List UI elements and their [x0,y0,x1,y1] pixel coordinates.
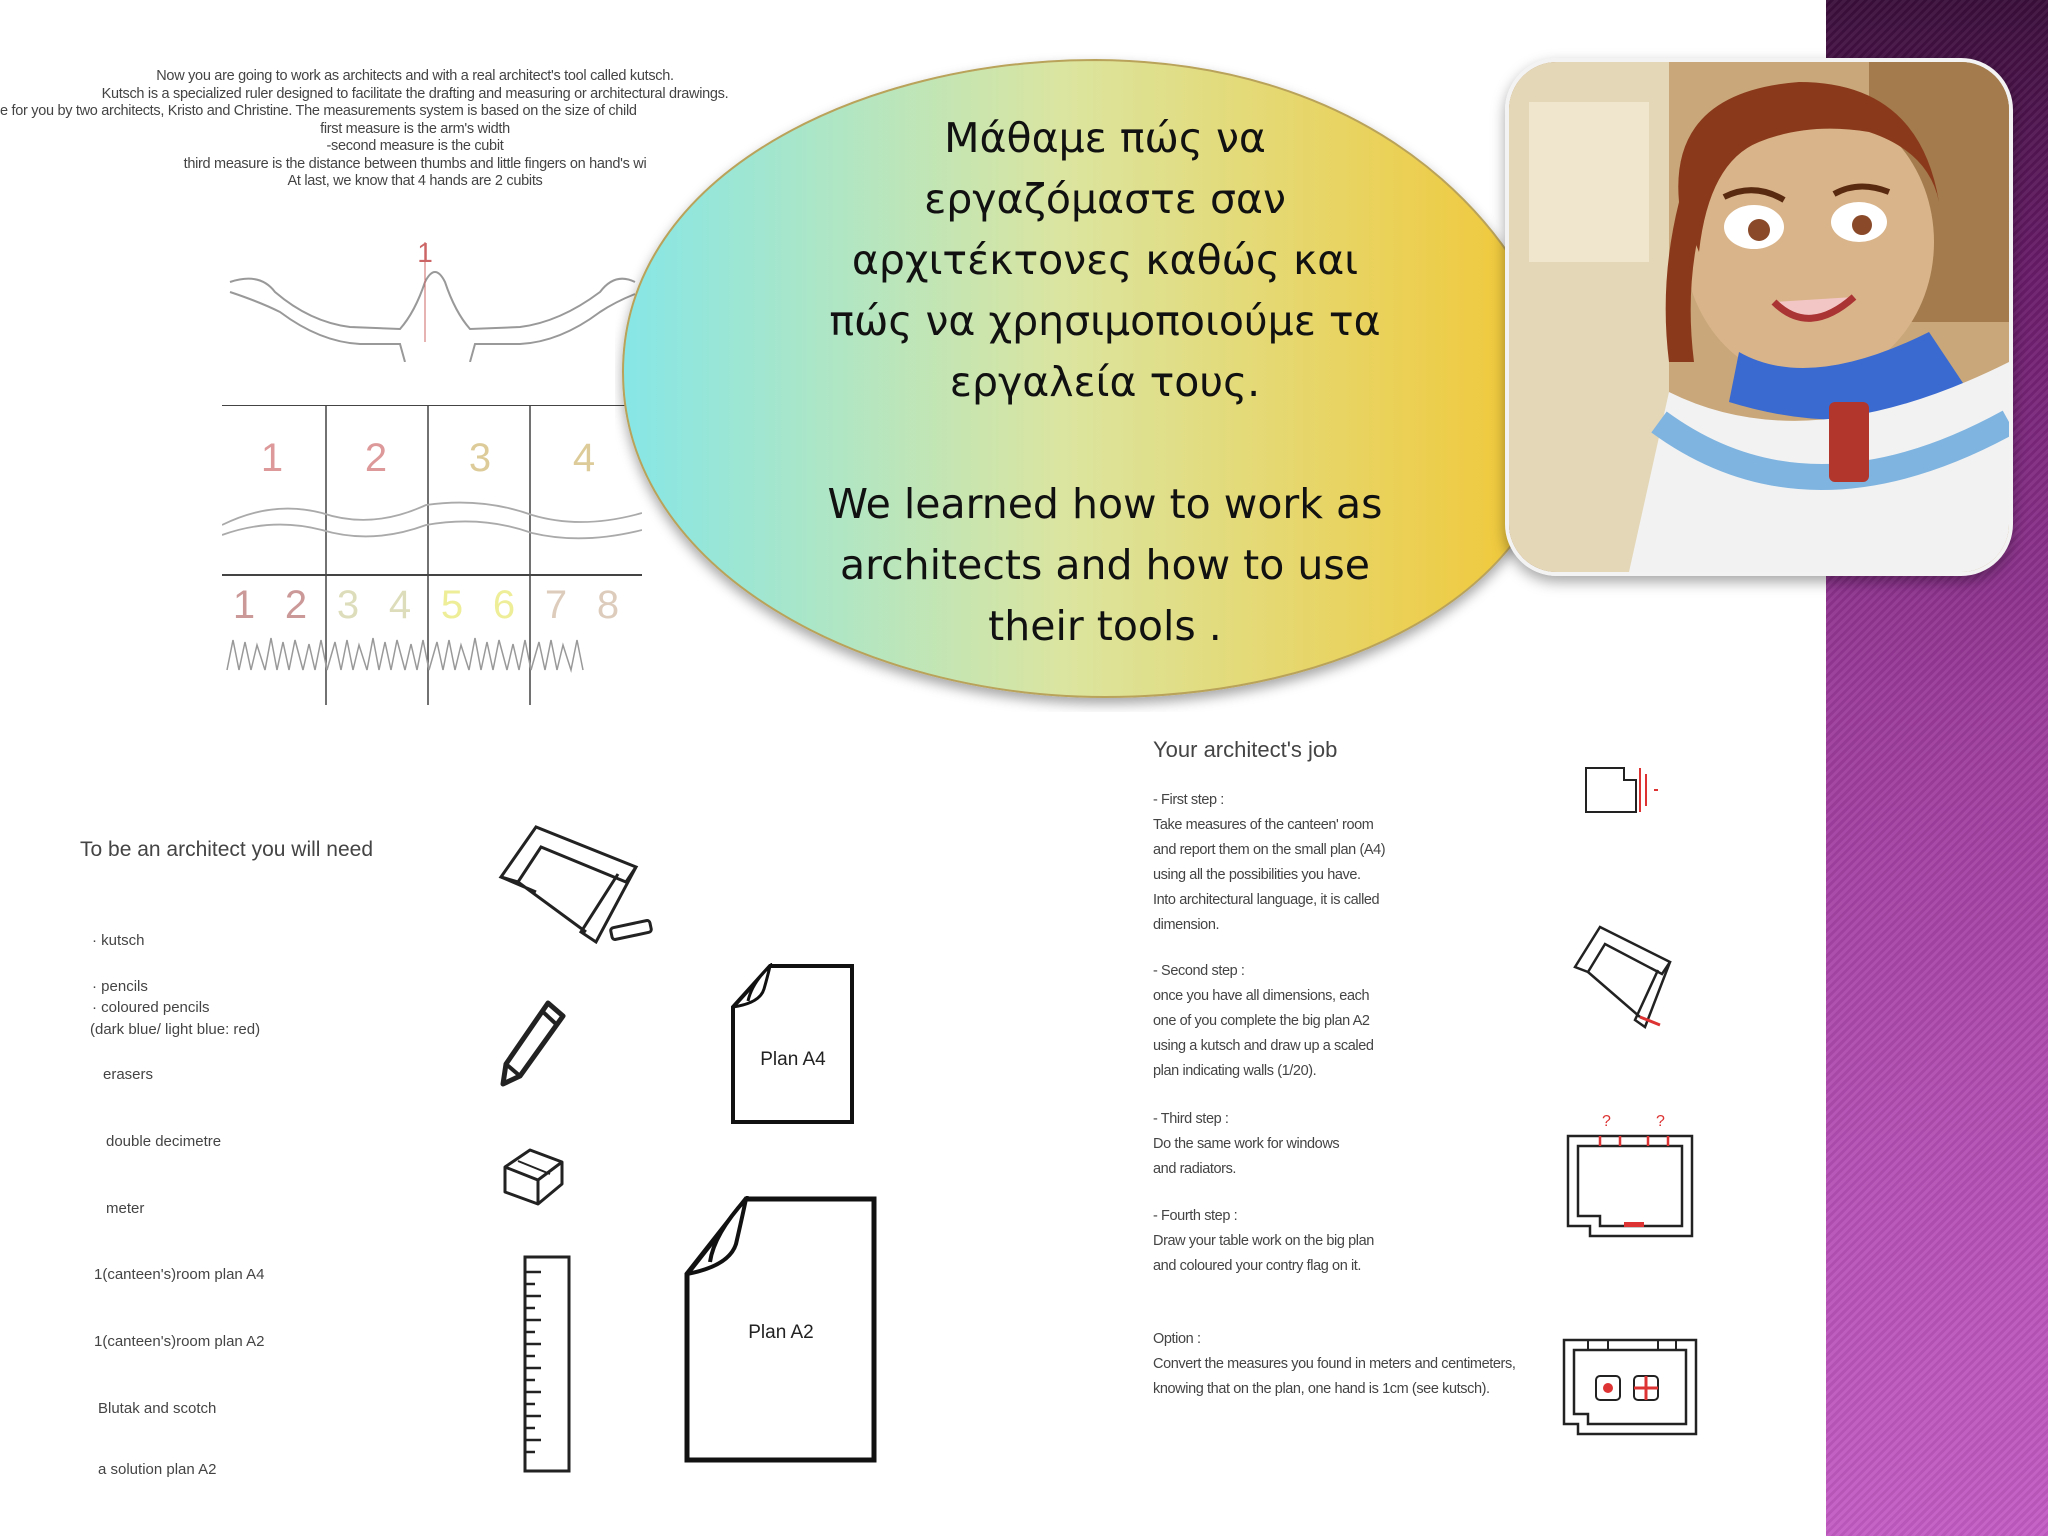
need-title: To be an architect you will need [80,838,374,861]
intro-line: -second measure is the cubit [326,138,504,154]
bubble-english-line: We learned how to work as [827,480,1383,528]
job-line: using all the possibilities you have. [1153,867,1361,883]
bubble-english-line: architects and how to use [840,541,1370,589]
room-measure-sketch [1580,760,1670,820]
need-item: Blutak and scotch [98,1400,217,1417]
doll-photo [1505,58,2013,576]
hand-number: 1 [232,583,256,627]
intro-line: Now you are going to work as architects and with a real architect's tool called kutsch. [156,68,674,84]
hand-number: 7 [544,583,568,627]
need-item: meter [106,1200,145,1217]
plan-a4-label: Plan A4 [760,1049,826,1070]
cubit-number: 1 [260,436,284,480]
eraser-icon [500,1142,570,1212]
arm-number: 1 [417,237,433,268]
bubble-english-line: their tools . [988,602,1222,650]
intro-line: first measure is the arm's width [320,120,510,137]
job-line: Option : [1153,1331,1201,1347]
sketch-mark: ? [1656,1113,1665,1130]
need-item: double decimetre [106,1133,222,1150]
intro-line: Kutsch is a specialized ruler designed to facilitate the drafting and measuring or architectural drawings. [101,85,729,102]
job-line: Draw your table work on the big plan [1153,1233,1374,1249]
need-item: a solution plan A2 [98,1461,217,1478]
intro-line: e for you by two architects, Kristo and Christine. The measurements system is based on the size of child [0,103,637,119]
kutsch-sketch [1570,922,1690,1042]
need-item: 1(canteen's)room plan A4 [94,1266,265,1283]
job-line: using a kutsch and draw up a scaled [1153,1038,1374,1054]
hand-number: 5 [440,583,464,627]
cubit-number: 2 [364,436,388,480]
job-line: once you have all dimensions, each [1153,988,1370,1004]
intro-line: third measure is the distance between thumbs and little fingers on hand's wi [183,155,647,172]
bubble-greek-line: πώς να χρησιμοποιούμε τα [829,297,1381,345]
job-line: and radiators. [1153,1161,1237,1177]
table-flags-sketch [1558,1334,1702,1444]
need-item: 1(canteen's)room plan A2 [94,1333,265,1350]
need-item: · coloured pencils [92,999,210,1016]
job-line: and report them on the small plan (A4) [1153,842,1386,858]
ruler-icon [522,1254,572,1474]
plan-a2-icon [684,1196,878,1464]
hand-number: 8 [596,583,620,627]
hand-number: 4 [388,583,412,627]
job-line: plan indicating walls (1/20). [1153,1063,1317,1079]
bubble-greek-line: εργαζόμαστε σαν [924,175,1286,223]
hand-number: 6 [492,583,516,627]
bubble-text [720,108,1490,657]
job-line: - Second step : [1153,963,1245,979]
need-item: erasers [103,1066,154,1083]
bubble-greek-line: εργαλεία τους. [949,358,1261,406]
cubit-number: 4 [572,436,596,480]
pencil-icon [498,998,568,1088]
job-line: Convert the measures you found in meters and centimeters, [1153,1356,1516,1372]
arm-span-figure [220,232,640,362]
job-step-1 [1153,788,1385,938]
job-step-4 [1153,1204,1374,1279]
job-step-2 [1153,959,1374,1084]
bubble-greek-line: Μάθαμε πώς να [944,114,1266,162]
need-item: · pencils [92,978,148,995]
job-line: Take measures of the canteen' room [1153,817,1374,833]
job-line: Do the same work for windows [1153,1136,1340,1152]
job-line: knowing that on the plan, one hand is 1cm (see kutsch). [1153,1381,1490,1397]
job-line: - Third step : [1153,1111,1229,1127]
windows-sketch [1560,1108,1700,1248]
hand-number: 2 [284,583,308,627]
plan-a4-icon [730,963,856,1125]
cubit-number: 3 [468,436,492,480]
job-line: one of you complete the big plan A2 [1153,1013,1370,1029]
sketch-mark: ? [1602,1113,1611,1130]
job-line: - First step : [1153,792,1224,808]
job-step-3 [1153,1107,1339,1182]
intro-line: At last, we know that 4 hands are 2 cubits [287,173,543,189]
job-line: - Fourth step : [1153,1208,1238,1224]
need-item: · kutsch [92,932,145,949]
plan-a2-label: Plan A2 [748,1322,814,1343]
job-title: Your architect's job [1153,737,1338,762]
doll-illustration [1509,62,2009,572]
job-option [1153,1327,1515,1402]
hand-number: 3 [336,583,360,627]
job-line: Into architectural language, it is called [1153,892,1380,908]
kutsch-ruler-icon [496,822,666,952]
job-line: and coloured your contry flag on it. [1153,1258,1362,1274]
bubble-greek-line: αρχιτέκτονες καθώς και [851,236,1359,284]
job-line: dimension. [1153,917,1220,933]
need-item: (dark blue/ light blue: red) [90,1021,261,1038]
measure-grid-figure [222,405,642,705]
